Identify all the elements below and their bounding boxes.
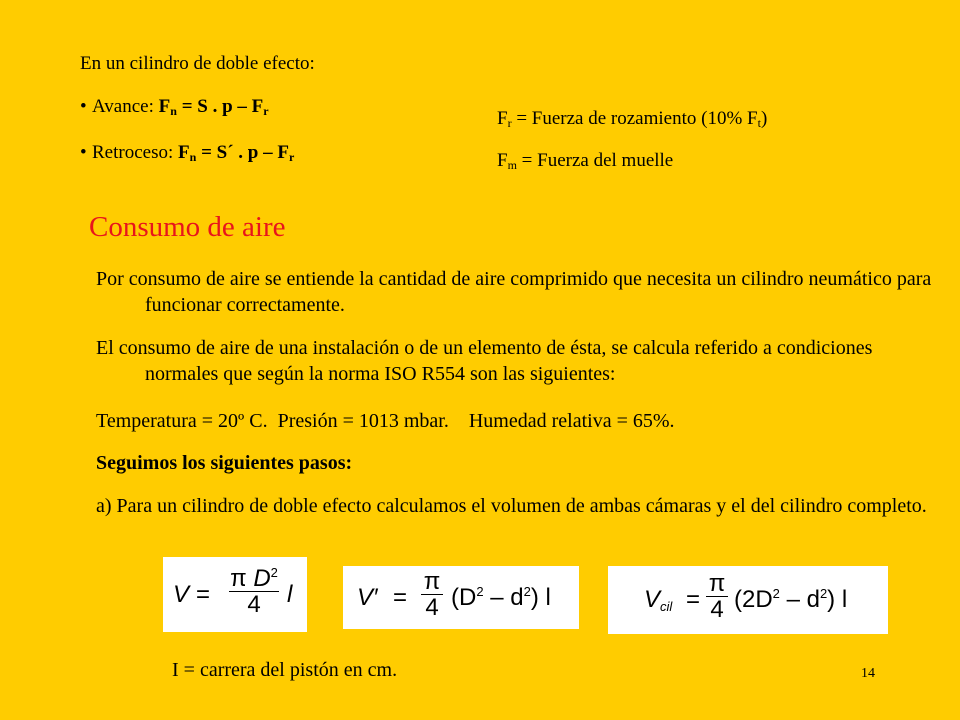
- formula-equals: =: [686, 586, 701, 613]
- stroke-note: I = carrera del pistón en cm.: [172, 659, 398, 681]
- bullet-retroceso: [80, 142, 294, 164]
- definition-fr: $F_r$ = Fuerza de rozamiento (10% $F_t$): [497, 108, 768, 130]
- section-title: Consumo de aire: [89, 211, 286, 243]
- formula-rhs: l: [287, 581, 293, 608]
- retroceso-formula: $F_n$ = S´ . p – $F_r$: [178, 142, 295, 164]
- paragraph-normal-values: Temperatura = 20º C. Presión = 1013 mbar. Humedad relativa = 65%.: [96, 410, 675, 432]
- formula-fraction: π 4: [706, 572, 728, 623]
- formula-volume-rod: [343, 566, 579, 629]
- formula-lhs: V =: [173, 581, 210, 608]
- formula-fraction: π $D^2$ 4: [230, 565, 278, 618]
- formula-volume-cylinder: [608, 566, 888, 634]
- definition-fm: $F_m$ = Fuerza del muelle: [497, 150, 674, 172]
- paragraph-steps-heading: Seguimos los siguientes pasos:: [96, 452, 353, 474]
- formula-equals: =: [393, 584, 408, 611]
- formula-fraction: π 4: [421, 570, 443, 621]
- page-number: 14: [861, 666, 875, 681]
- paragraph-conditions: El consumo de aire de una instalación o de un elemento de ésta, se calcula referido a condiciones normales que según la norma ISO R554 son las siguientes:: [96, 337, 873, 385]
- formula-lhs: V′: [357, 584, 378, 611]
- bullet-avance: [80, 96, 269, 118]
- formula-rhs: $(D^2 - d^2)$ l: [451, 584, 551, 611]
- avance-label: Avance:: [92, 96, 154, 117]
- paragraph-definition: Por consumo de aire se entiende la cantidad de aire comprimido que necesita un cilindro neumático para funcionar correctamente.: [96, 268, 932, 316]
- formula-volume-simple: [163, 557, 307, 632]
- intro-text: En un cilindro de doble efecto:: [80, 53, 315, 74]
- bullet-marker: •: [80, 96, 87, 117]
- formula-rhs: $(2D^2 - d^2)$ l: [734, 586, 848, 613]
- bullet-marker: •: [80, 142, 87, 163]
- formula-lhs: Vcil: [644, 586, 673, 614]
- retroceso-label: Retroceso:: [92, 142, 174, 163]
- paragraph-step-a: a) Para un cilindro de doble efecto calculamos el volumen de ambas cámaras y el del cilindro completo.: [96, 495, 927, 517]
- avance-formula: $F_n = S$ . p – $F_r$: [158, 96, 269, 118]
